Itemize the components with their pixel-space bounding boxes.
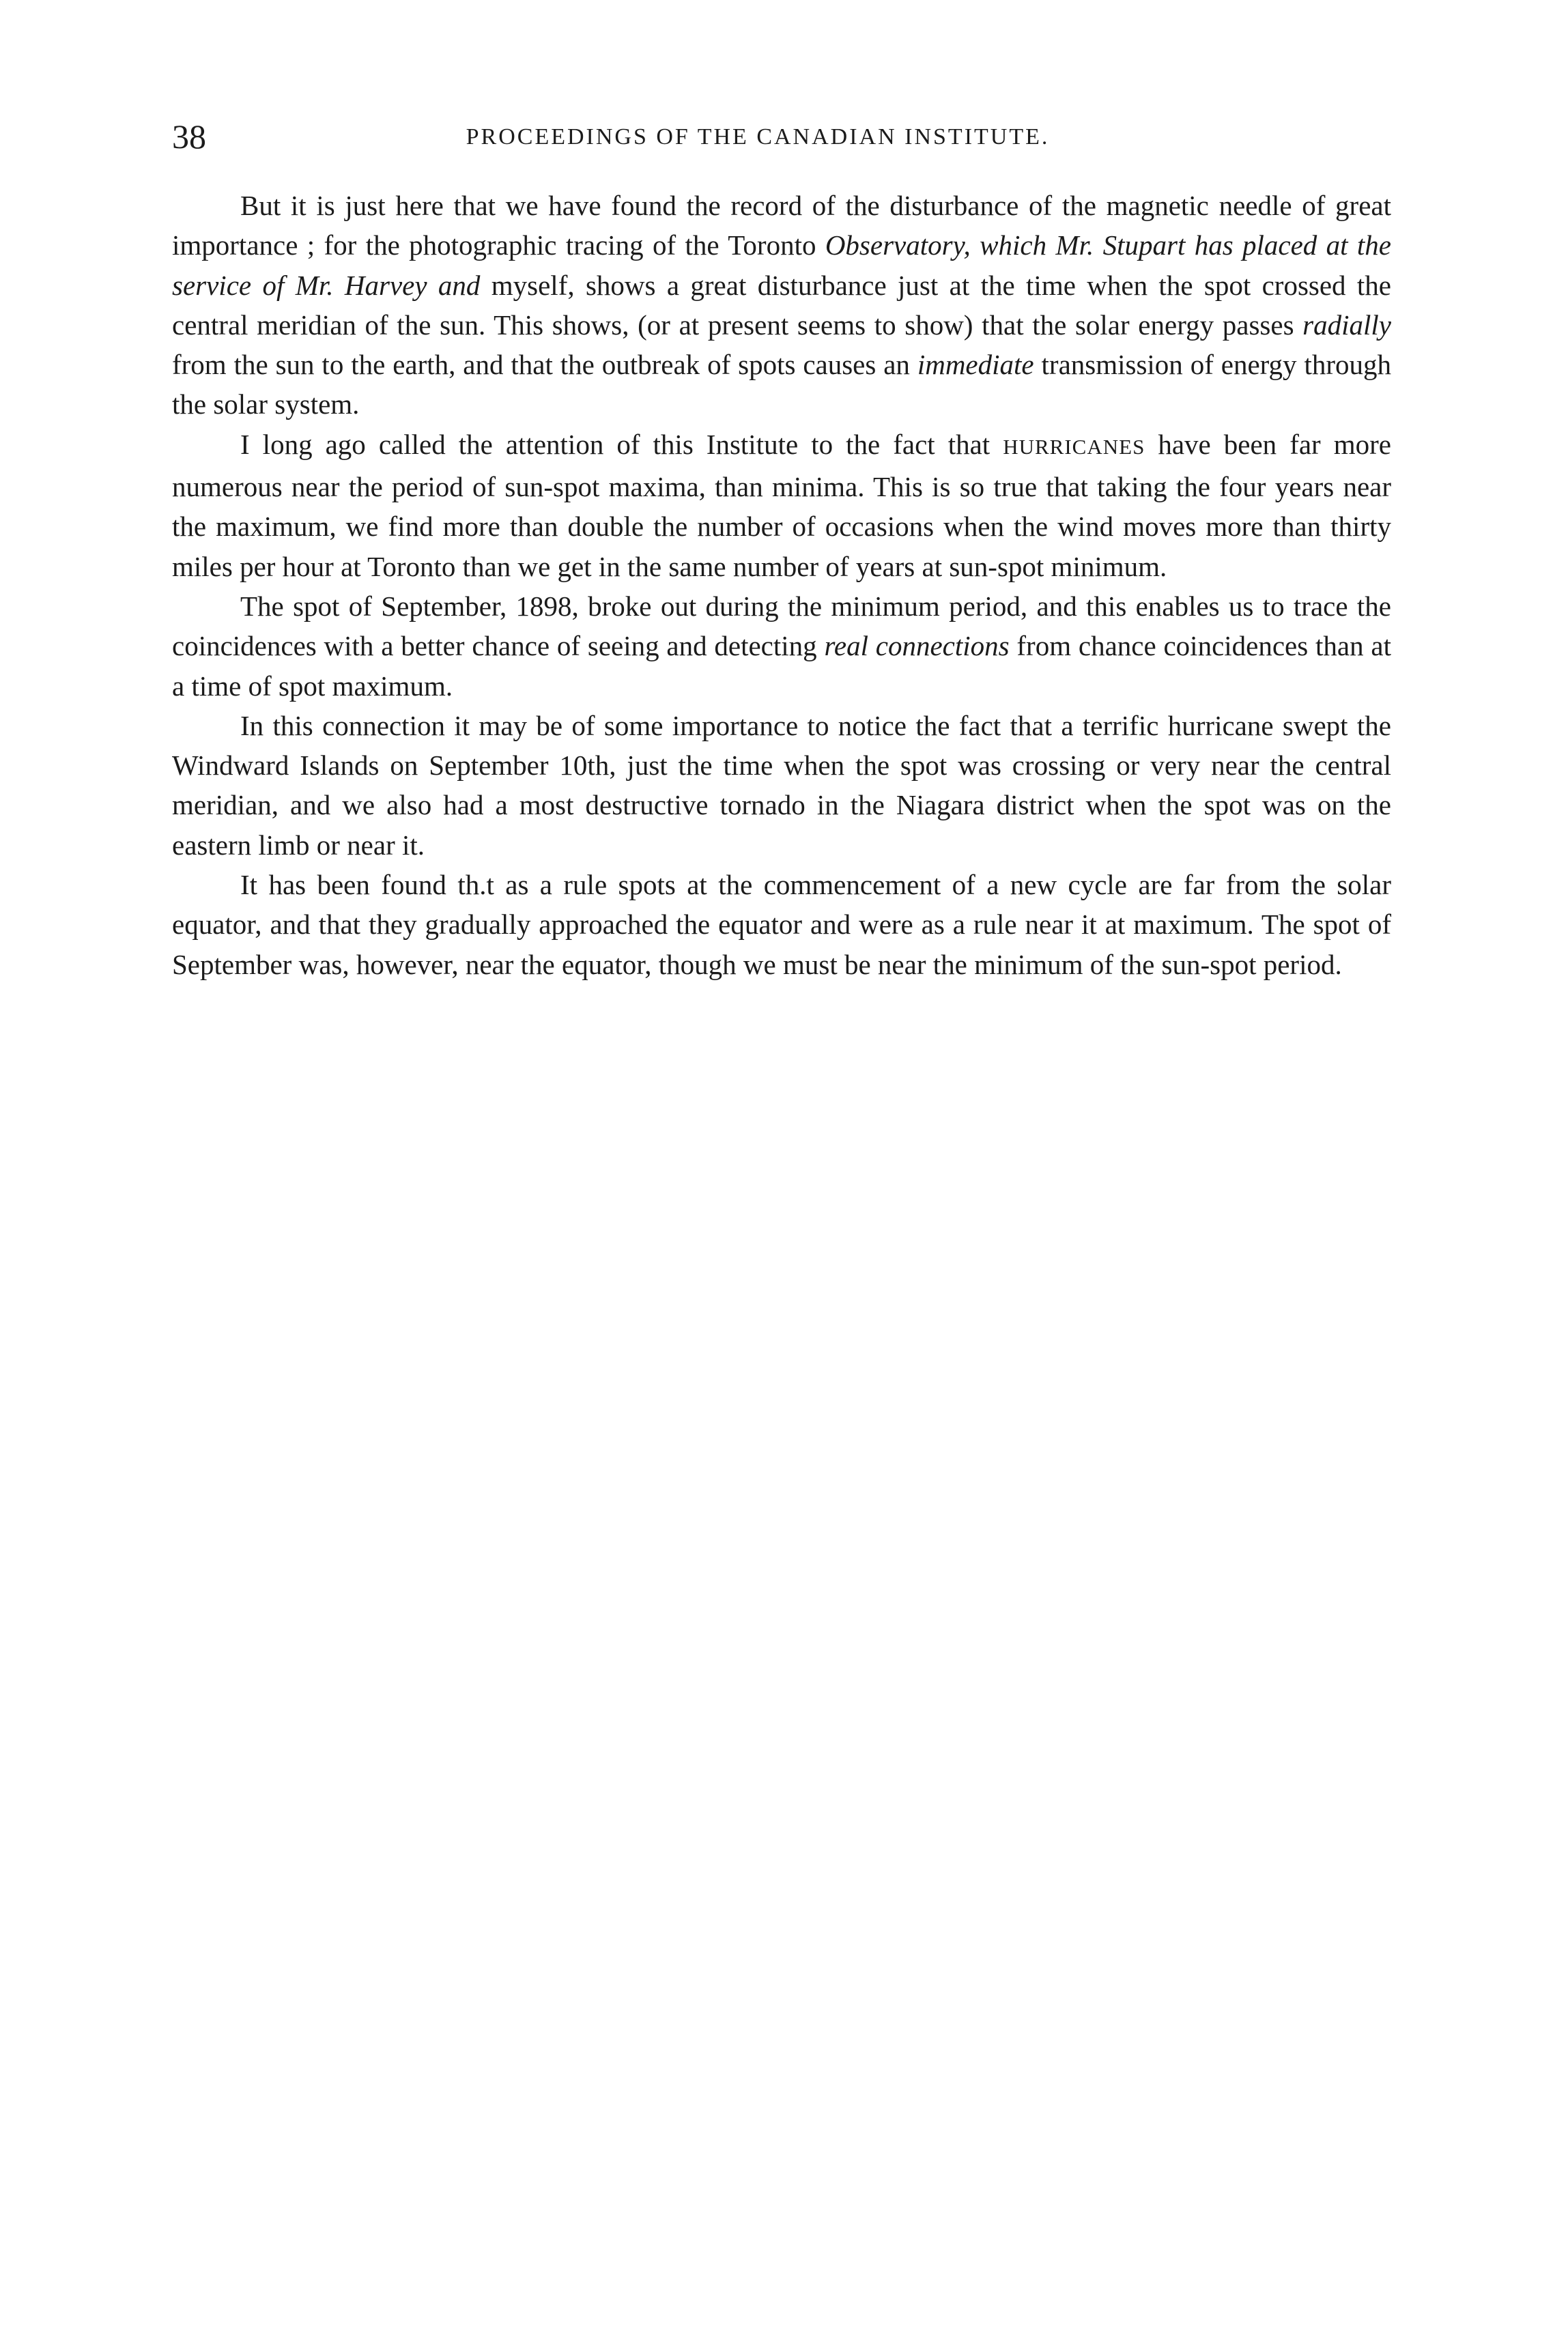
body-text	[172, 186, 1391, 984]
italic-run: real connections	[824, 630, 1010, 662]
paragraph-magnetic-needle	[172, 186, 1391, 425]
text-run: It has been found th.t as a rule spots at the commencement of a new cycle are far from the solar equator, and that they gradually approached the equator and were as a rule near it at maximum. The spot of September was, however, near the equator, though we must be near the minimum of the sun-spot period.	[172, 869, 1391, 980]
text-run: I long ago called the attention of this Institute to the fact that	[240, 428, 1003, 460]
text-run: But it is just here that we have found the record of the disturbance of the magnetic needle of great importance ; for the photographic tracing of the Toronto	[172, 190, 1391, 261]
text-run: have been far more numerous near the period of sun-spot maxima, than minima. This is so true that taking the four years near the maximum, we find more than double the number of occasions when the wind moves more than thirty miles per hour at Toronto than we get in the same number of years at sun-spot minimum.	[172, 428, 1391, 582]
text-run: In this connection it may be of some importance to notice the fact that a terrific hurricane swept the Windward Islands on September 10th, just the time when the spot was crossing or very near the central meridian, and we also had a most destructive tornado in the Niagara district when the spot was on the eastern limb or near it.	[172, 709, 1391, 861]
text-run: myself, shows a great disturbance just at the time when the spot crossed the central meridian of the sun. This shows, (or at present seems to show) that the solar energy passes	[172, 269, 1391, 341]
text-run: from chance coincidences than at a time of spot maximum.	[172, 630, 1391, 702]
italic-run: Observatory, which Mr. Stupart has placed at the service of Mr. Harvey	[172, 229, 1391, 301]
italic-run: and	[438, 269, 481, 301]
text-run	[427, 270, 438, 301]
text-run: The spot of September, 1898, broke out during the minimum period, and this enables us to trace the coincidences with a better chance of seeing and detecting	[172, 590, 1391, 662]
small-caps-run: HURRICANES	[1003, 434, 1145, 459]
running-head: PROCEEDINGS OF THE CANADIAN INSTITUTE.	[466, 124, 1050, 149]
paragraph-windward-islands	[172, 706, 1391, 865]
paragraph-hurricanes	[172, 425, 1391, 586]
paragraph-september-spot	[172, 586, 1391, 706]
page-number: 38	[172, 117, 206, 156]
text-run: from the sun to the earth, and that the outbreak of spots causes an	[172, 349, 917, 381]
paragraph-solar-equator	[172, 865, 1391, 984]
italic-run: radially	[1302, 309, 1391, 341]
italic-run: immediate	[917, 349, 1034, 381]
text-run: transmission of energy through the solar system.	[172, 349, 1391, 420]
